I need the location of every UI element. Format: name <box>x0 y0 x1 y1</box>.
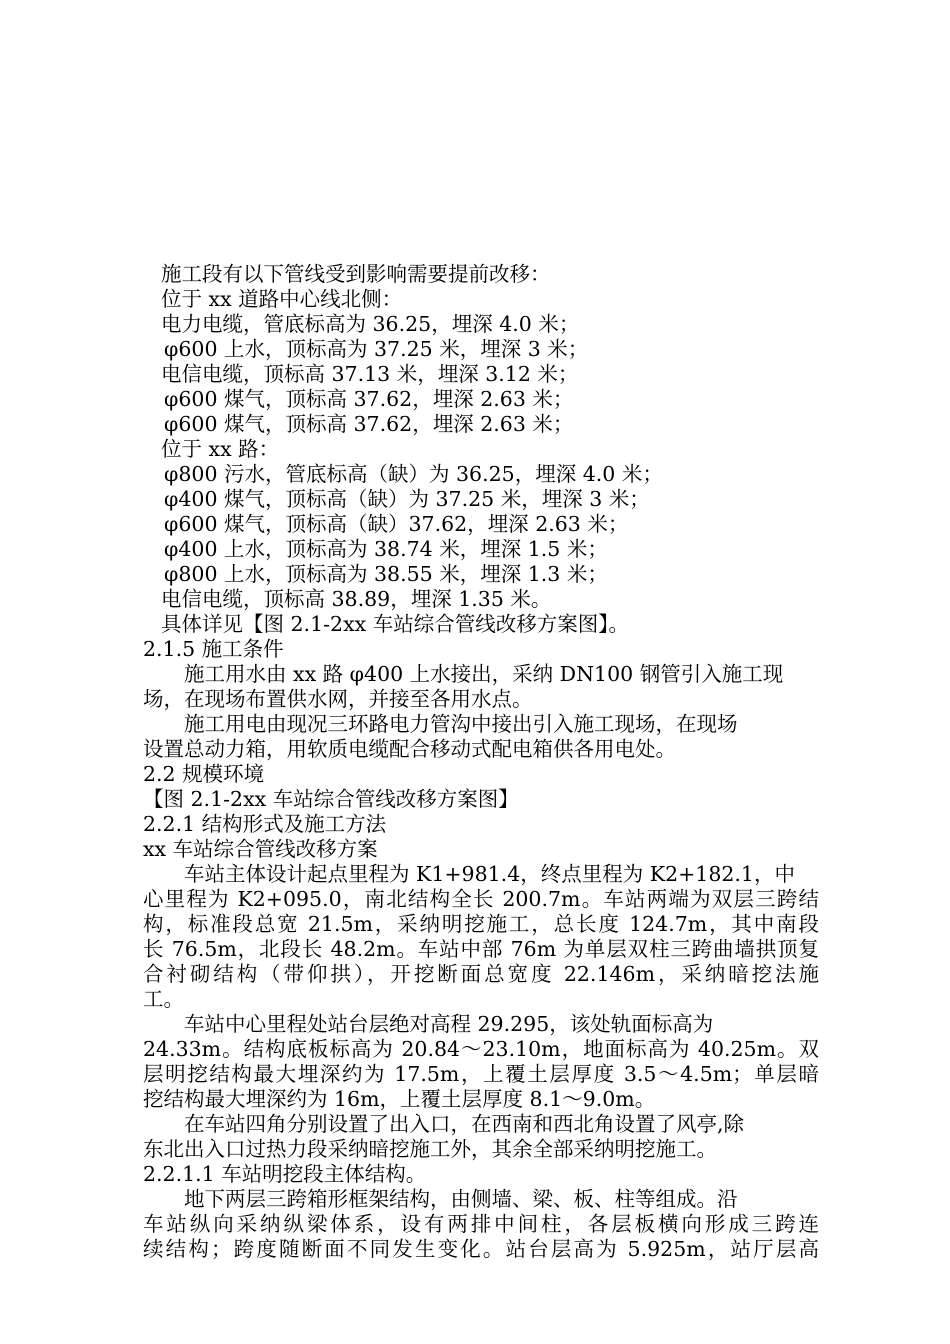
text-line: φ600 煤气，顶标高 37.62，埋深 2.63 米； <box>164 412 574 436</box>
paragraph-line: 24.33m。结构底板标高为 20.84～23.10m，地面标高为 40.25m。双 <box>143 1037 819 1061</box>
paragraph-line: 地下两层三跨箱形框架结构，由侧墙、梁、板、柱等组成。沿 <box>184 1187 738 1211</box>
figure-reference: 【图 2.1-2xx 车站综合管线改移方案图】 <box>143 787 519 811</box>
paragraph-line: 施工用水由 xx 路 φ400 上水接出，采纳 DN100 钢管引入施工现 <box>184 662 784 686</box>
paragraph-line: 续结构；跨度随断面不同发生变化。站台层高为 5.925m，站厅层高 <box>143 1237 819 1261</box>
paragraph-line: 设置总动力箱，用软质电缆配合移动式配电箱供各用电处。 <box>143 737 676 761</box>
paragraph-line: 合衬砌结构（带仰拱），开挖断面总宽度 22.146m，采纳暗挖法施 <box>143 962 819 986</box>
paragraph-line: 心里程为 K2+095.0，南北结构全长 200.7m。车站两端为双层三跨结 <box>143 887 819 911</box>
paragraph-line: 在车站四角分别设置了出入口，在西南和西北角设置了风亭,除 <box>184 1112 745 1136</box>
subheading: xx 车站综合管线改移方案 <box>143 837 378 861</box>
text-line: 施工段有以下管线受到影响需要提前改移： <box>161 262 551 286</box>
text-line: φ800 污水，管底标高（缺）为 36.25，埋深 4.0 米； <box>164 462 663 486</box>
section-heading: 2.1.5 施工条件 <box>143 637 284 661</box>
section-heading: 2.2 规模环境 <box>143 762 265 786</box>
text-line: 具体详见【图 2.1-2xx 车站综合管线改移方案图】。 <box>161 612 629 636</box>
text-line: φ600 上水，顶标高为 37.25 米，埋深 3 米； <box>164 337 589 361</box>
paragraph-line: 施工用电由现况三环路电力管沟中接出引入施工现场，在现场 <box>184 712 738 736</box>
text-line: 电信电缆，顶标高 38.89，埋深 1.35 米。 <box>161 587 552 611</box>
paragraph-line: 构，标准段总宽 21.5m，采纳明挖施工，总长度 124.7m，其中南段 <box>143 912 819 936</box>
text-line: φ600 煤气，顶标高 37.62，埋深 2.63 米； <box>164 387 574 411</box>
text-line: φ800 上水，顶标高为 38.55 米，埋深 1.3 米； <box>164 562 608 586</box>
paragraph-line: 车站纵向采纳纵梁体系，设有两排中间柱，各层板横向形成三跨连 <box>143 1212 819 1236</box>
text-line: φ400 煤气，顶标高（缺）为 37.25 米，埋深 3 米； <box>164 487 650 511</box>
paragraph-line: 车站主体设计起点里程为 K1+981.4，终点里程为 K2+182.1，中 <box>184 862 795 886</box>
text-line: φ600 煤气，顶标高（缺）37.62，埋深 2.63 米； <box>164 512 629 536</box>
paragraph-line: 层明挖结构最大埋深约为 17.5m，上覆土层厚度 3.5～4.5m；单层暗 <box>143 1062 819 1086</box>
text-line: 位于 xx 道路中心线北侧： <box>161 287 403 311</box>
paragraph-line: 场，在现场布置供水网，并接至各用水点。 <box>143 687 533 711</box>
text-line: φ400 上水，顶标高为 38.74 米，埋深 1.5 米； <box>164 537 608 561</box>
paragraph-line: 长 76.5m，北段长 48.2m。车站中部 76m 为单层双柱三跨曲墙拱顶复 <box>143 937 819 961</box>
paragraph-line: 东北出入口过热力段采纳暗挖施工外，其余全部采纳明挖施工。 <box>143 1137 717 1161</box>
text-line: 位于 xx 路： <box>161 437 280 461</box>
section-heading: 2.2.1.1 车站明挖段主体结构。 <box>143 1162 427 1186</box>
paragraph-line: 工。 <box>143 987 184 1011</box>
text-line: 电信电缆，顶标高 37.13 米，埋深 3.12 米； <box>161 362 579 386</box>
paragraph-line: 挖结构最大埋深约为 16m，上覆土层厚度 8.1～9.0m。 <box>143 1087 656 1111</box>
section-heading: 2.2.1 结构形式及施工方法 <box>143 812 387 836</box>
paragraph-line: 车站中心里程处站台层绝对高程 29.295，该处轨面标高为 <box>184 1012 714 1036</box>
text-line: 电力电缆，管底标高为 36.25，埋深 4.0 米； <box>161 312 580 336</box>
